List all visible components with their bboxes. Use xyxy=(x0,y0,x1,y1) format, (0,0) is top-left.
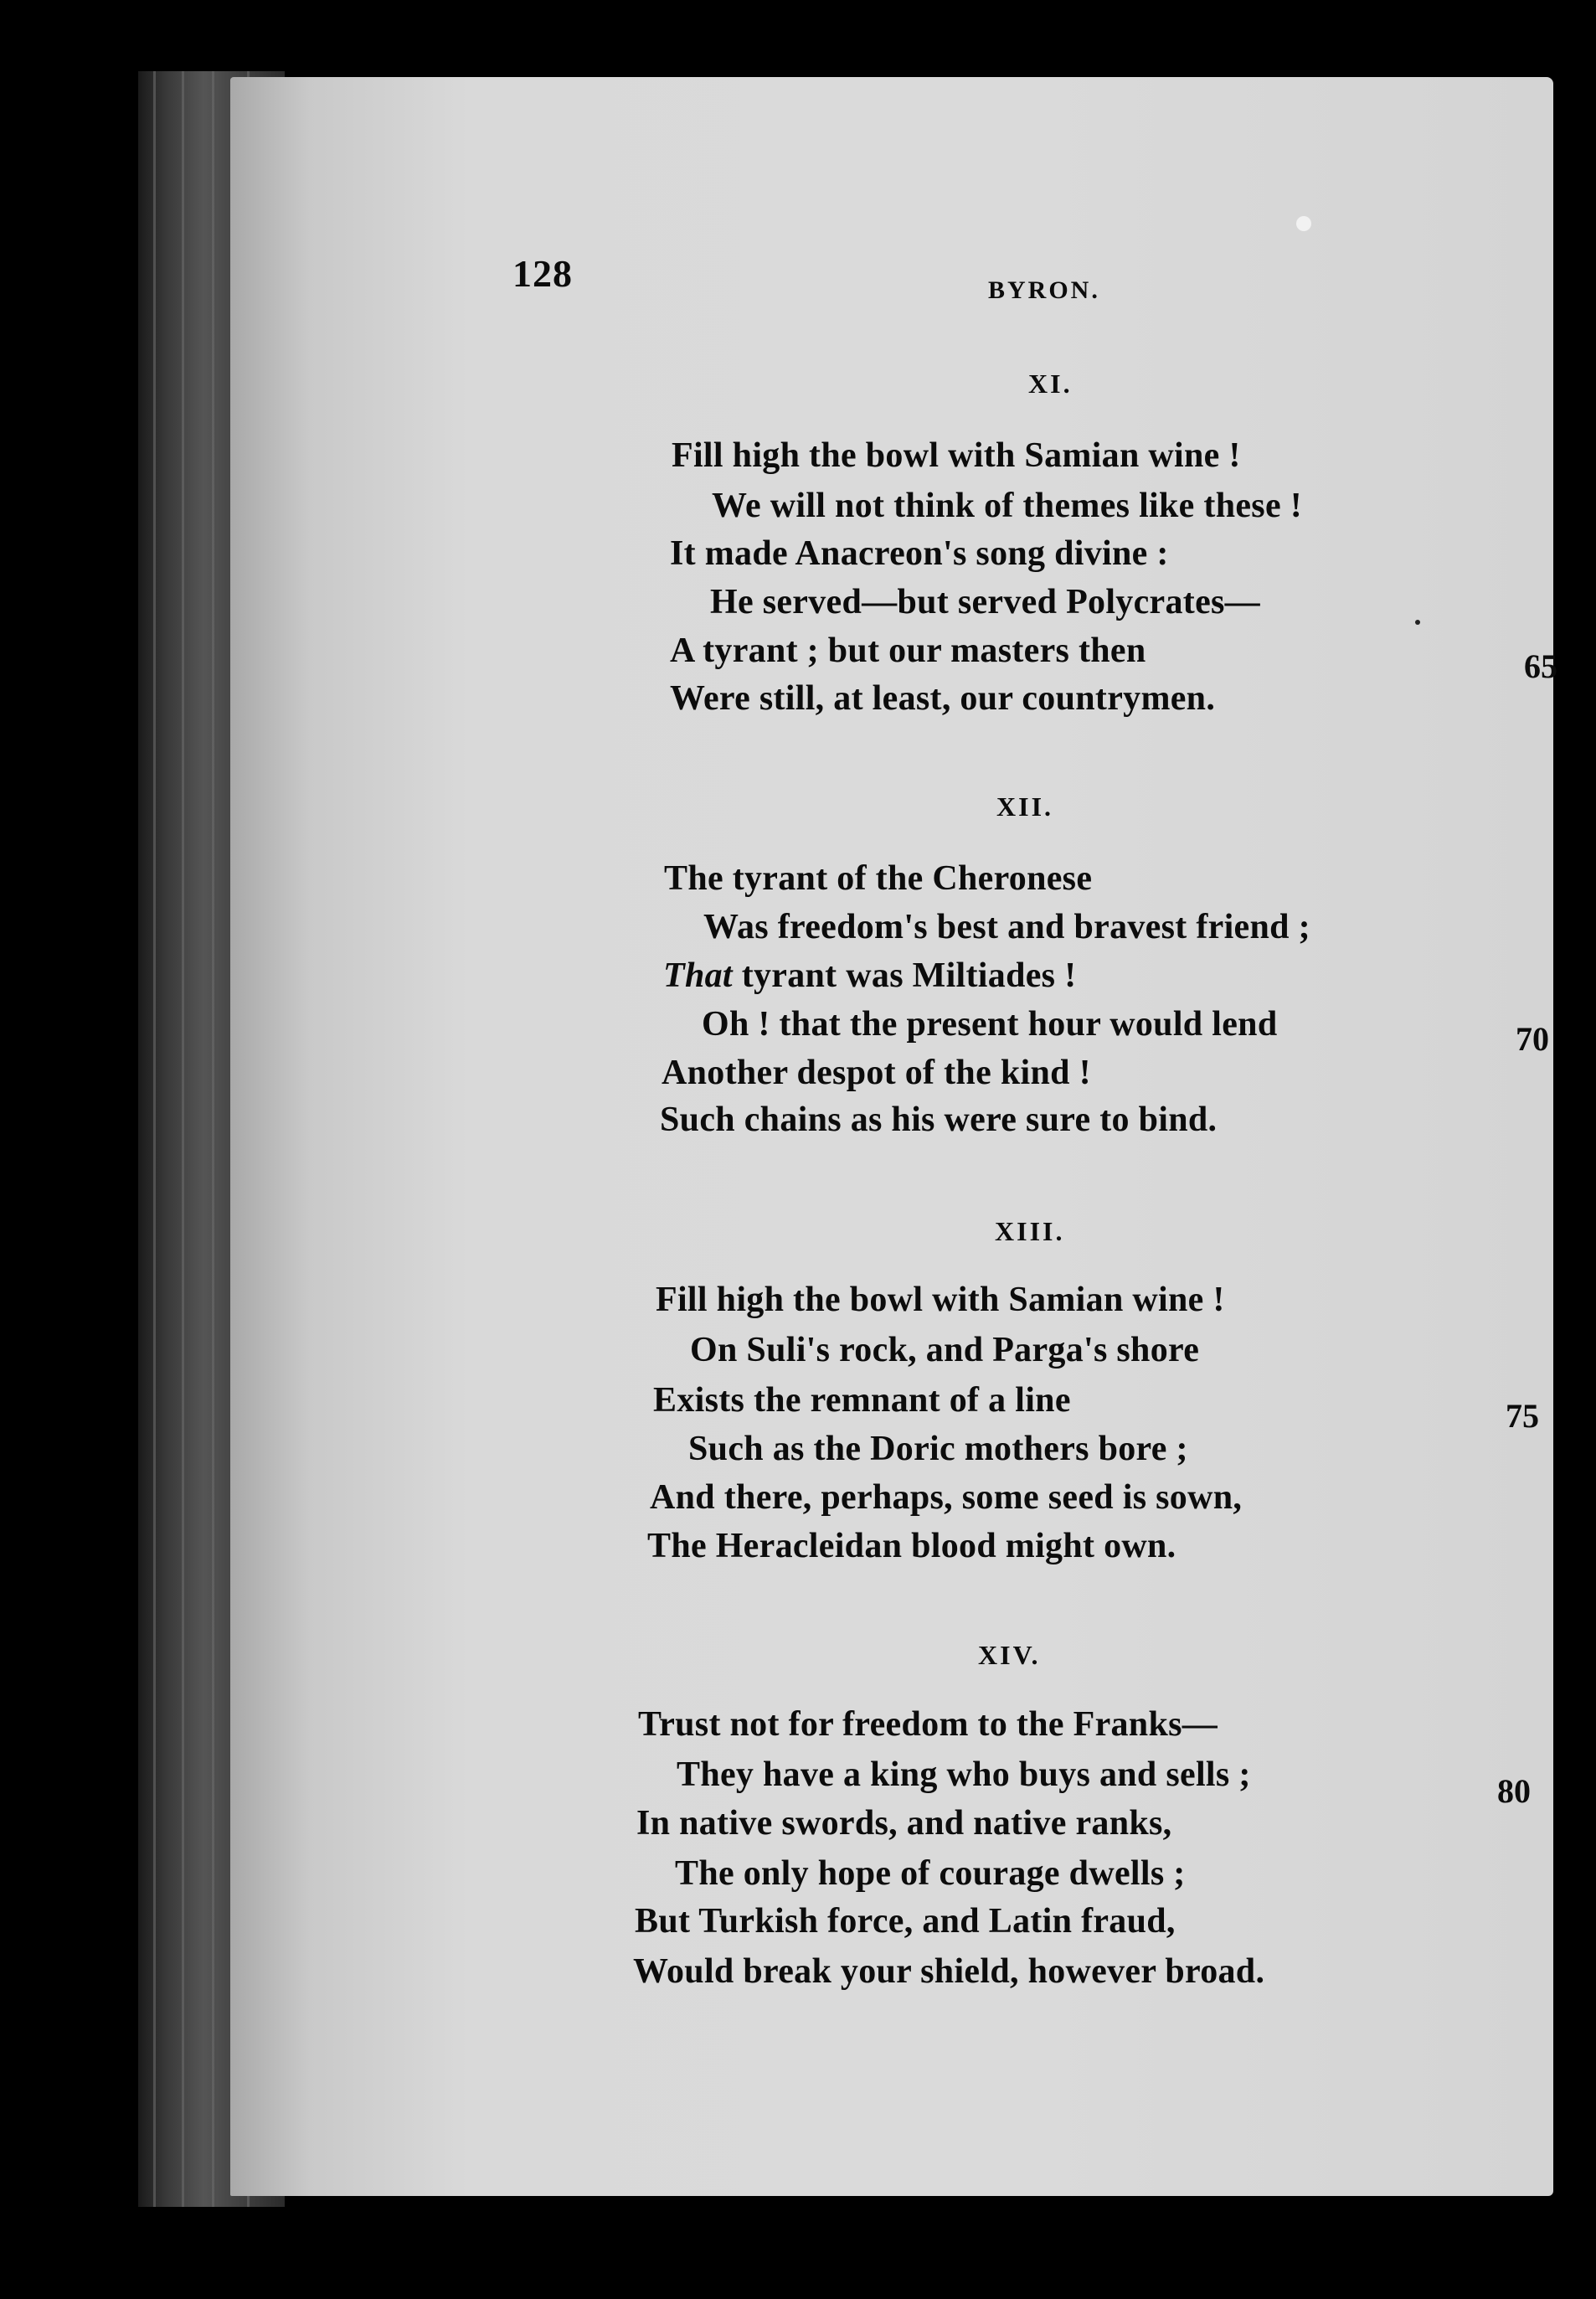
verse-line: They have a king who buys and sells ; xyxy=(677,1755,1251,1794)
page-number: 128 xyxy=(512,252,573,295)
paper-speck xyxy=(1415,620,1420,625)
running-head: BYRON. xyxy=(988,276,1100,304)
verse-line: But Turkish force, and Latin fraud, xyxy=(635,1902,1176,1941)
verse-line: It made Anacreon's song divine : xyxy=(670,534,1169,573)
verse-line: Such as the Doric mothers bore ; xyxy=(688,1430,1188,1468)
verse-line: In native swords, and native ranks, xyxy=(636,1804,1172,1843)
verse-line: Were still, at least, our countrymen. xyxy=(670,679,1216,718)
spine-edge-line xyxy=(182,71,184,2207)
line-number: 65 xyxy=(1524,647,1557,685)
line-number: 80 xyxy=(1497,1772,1531,1810)
verse-line: The only hope of courage dwells ; xyxy=(675,1854,1186,1893)
verse-line: Was freedom's best and bravest friend ; xyxy=(703,908,1310,946)
verse-line: A tyrant ; but our masters then xyxy=(670,631,1146,670)
line-number: 75 xyxy=(1506,1397,1539,1435)
stanza-number: XII. xyxy=(996,791,1054,822)
stanza-number: XIII. xyxy=(995,1216,1065,1246)
verse-line: Would break your shield, however broad. xyxy=(633,1952,1265,1991)
verse-line: We will not think of themes like these ! xyxy=(712,487,1302,525)
spine-edge-line xyxy=(153,71,156,2207)
stanza-number: XIV. xyxy=(978,1640,1041,1670)
verse-line: Such chains as his were sure to bind. xyxy=(660,1101,1218,1139)
verse-line: Oh ! that the present hour would lend xyxy=(702,1005,1278,1044)
verse-line xyxy=(663,956,1076,996)
verse-line: On Suli's rock, and Parga's shore xyxy=(690,1331,1200,1369)
line-number: 70 xyxy=(1516,1020,1549,1058)
verse-line-rest: tyrant was Miltiades ! xyxy=(732,956,1077,995)
verse-line: He served—but served Polycrates— xyxy=(710,583,1260,621)
italic-word: That xyxy=(663,956,733,995)
verse-line: Exists the remnant of a line xyxy=(653,1381,1071,1420)
verse-line: Another despot of the kind ! xyxy=(662,1054,1091,1092)
verse-line: Trust not for freedom to the Franks— xyxy=(638,1705,1218,1744)
verse-line: Fill high the bowl with Samian wine ! xyxy=(672,436,1241,475)
stanza-number: XI. xyxy=(1028,369,1073,399)
spine-edge-line xyxy=(212,71,214,2207)
verse-line: The Heracleidan blood might own. xyxy=(647,1527,1176,1565)
verse-line: Fill high the bowl with Samian wine ! xyxy=(656,1281,1225,1319)
verse-line: The tyrant of the Cheronese xyxy=(664,859,1093,898)
verse-line: And there, perhaps, some seed is sown, xyxy=(650,1478,1243,1517)
paper-speck xyxy=(1296,216,1311,231)
